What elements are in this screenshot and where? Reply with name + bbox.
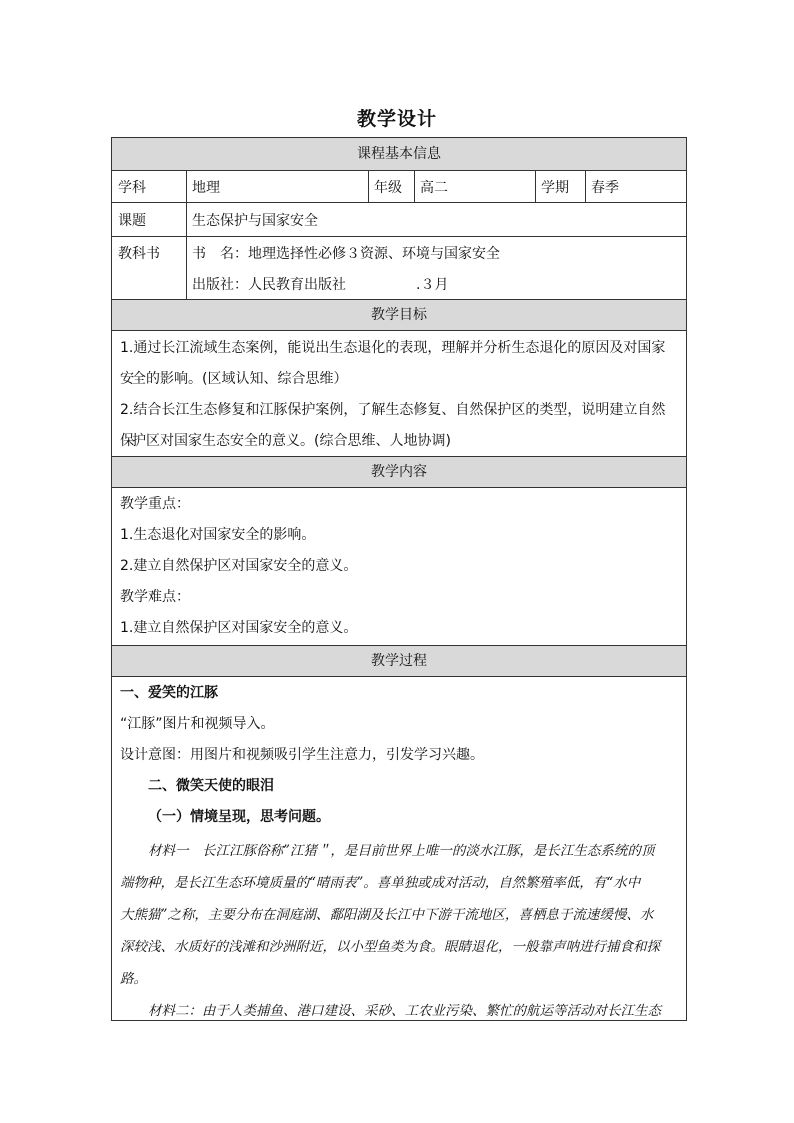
textbook-publisher: 出版社：人民教育出版社 .３月 (192, 276, 449, 293)
term-value: 春季 (591, 179, 619, 196)
subject-value: 地理 (192, 179, 220, 196)
info-row-subject (112, 171, 686, 203)
section-title-basic-info: 课程基本信息 (357, 146, 441, 162)
process-paragraph: 设计意图：用图片和视频吸引学生注意力，引发学习兴趣。 (120, 747, 484, 763)
textbook-label: 教科书 (118, 245, 160, 262)
objective-line: 护区对国家生态安全的意义。(综合思维、人地协调) (132, 433, 451, 449)
info-row-textbook (112, 237, 686, 300)
page-title: 教学设计 (356, 108, 437, 130)
section-header-objectives (112, 300, 686, 331)
topic-label: 课题 (118, 212, 146, 229)
material-one-line: 路。 (120, 971, 147, 987)
material-one-line: 材料一 长江江豚俗称”江猪＂，是目前世界上唯一的淡水江豚，是长江生态系统的顶 (148, 843, 655, 859)
process-heading-2: 二、微笑天使的眼泪 (148, 778, 274, 794)
section-header-basic-info (112, 138, 686, 171)
term-label: 学期 (541, 179, 569, 196)
material-one-line: 深较浅、水质好的浅滩和沙洲附近，以小型鱼类为食。眼睛退化，一般靠声呐进行捕食和探 (120, 939, 660, 955)
process-heading-1: 一、爱笑的江豚 (120, 685, 218, 701)
subject-label: 学科 (118, 179, 146, 196)
objective-line: 1.通过长江流域生态案例，能说出生态退化的表现，理解并分析生态退化的原因及对国家安 (120, 340, 666, 387)
section-header-content (112, 457, 686, 488)
grade-label: 年级 (374, 179, 402, 196)
section-title-objectives: 教学目标 (371, 307, 427, 323)
lesson-plan-table (111, 137, 687, 1021)
grade-value: 高二 (420, 179, 448, 196)
content-line: 教学难点： (120, 589, 190, 605)
material-two-line: 材料二：由于人类捕鱼、港口建设、采砂、工农业污染、繁忙的航运等活动对长江生态 (148, 1003, 661, 1019)
content-line: 1.建立自然保护区对国家安全的意义。 (120, 620, 358, 636)
process-paragraph: “江豚”图片和视频导入。 (120, 716, 275, 732)
objectives-body (112, 331, 686, 457)
material-one-line: 大熊猫”之称，主要分布在洞庭湖、鄱阳湖及长江中下游干流地区，喜栖息于流速缓慢、水 (120, 907, 654, 923)
content-body (112, 488, 686, 646)
process-heading-3: （一）情境呈现，思考问题。 (148, 809, 330, 825)
textbook-name: 书 名：地理选择性必修３资源、环境与国家安全 (192, 245, 500, 262)
objective-line: 2.结合长江生态修复和江豚保护案例，了解生态修复、自然保护区的类型，说明建立自然保 (120, 402, 666, 449)
section-header-process (112, 646, 686, 677)
material-one-line: 端物种，是长江生态环境质量的“晴雨表”。喜单独或成对活动，自然繁殖率低，有“水中 (120, 875, 641, 891)
section-title-process: 教学过程 (371, 653, 427, 669)
content-line: 2.建立自然保护区对国家安全的意义。 (120, 558, 358, 574)
topic-value: 生态保护与国家安全 (192, 212, 318, 229)
content-line: 1.生态退化对国家安全的影响。 (120, 527, 316, 543)
objective-line: 全的影响。(区域认知、综合思维） (132, 371, 348, 387)
info-row-topic (112, 203, 686, 237)
process-body (112, 677, 686, 1020)
section-title-content: 教学内容 (371, 464, 427, 480)
content-line: 教学重点： (120, 496, 190, 512)
